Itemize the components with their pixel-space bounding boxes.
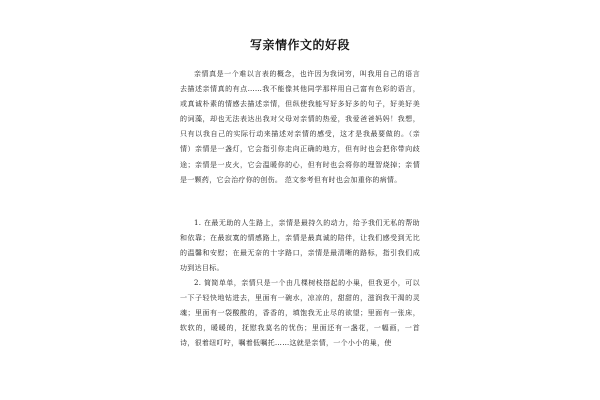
page-bottom-edge: [180, 380, 420, 400]
paragraph-intro: 亲情真是一个难以言表的概念，也许因为我词穷，叫我用自己的语言去描述亲情真的有点……我不能像其他同学那样用自己富有色彩的语言，或真诚朴素的情感去描述亲情，但纵使我能写好多好多的句子，好美好美的词藻，却也无法表达出我对父母对亲情的热爱，我爱爸爸妈妈！我想，只有以我自己的实际行动来描述对亲情的感受，这才是我最要做的。（亲情）亲情是一盏灯，它会指引你走向正确的地方，但有时也会把你带向歧途；亲情是一皮火，它会温暖你的心，但有时也会将你的理智烧掉；亲情是一颗药，它会治疗你的创伤。 范文参考但有时也会加重你的病情。: [180, 70, 420, 184]
paragraph-item-1: 1. 在最无助的人生路上，亲情是最持久的动力，给予我们无私的帮助和依靠；在最寂寞的情感路上，亲情是最真诚的陪伴，让我们感受到无比的温馨和安慰；在最无奈的十字路口，亲情是最清晰的路标，指引我们成功到达目标。: [180, 219, 420, 273]
document-page: [180, 0, 420, 400]
paragraph-item-2: 2. 简简单单，亲情只是一个由几棵树枝搭起的小巢，但我更小，可以一下子轻快地钻进去，里面有一碗水，凉凉的，甜甜的，滋润我干渴的灵魂；里面有一袋酸酸的，香香的，填饱我无止尽的欲望；里面有一张床，软软的，暖暖的，抚慰我莫名的忧伤；里面还有一盏花，一幅画，一首诗，很着纽叮咛，嘱着低嘱托……这就是亲情，一个小小的巢，使: [180, 279, 420, 348]
document-title: 写亲情作文的好段: [249, 38, 350, 52]
